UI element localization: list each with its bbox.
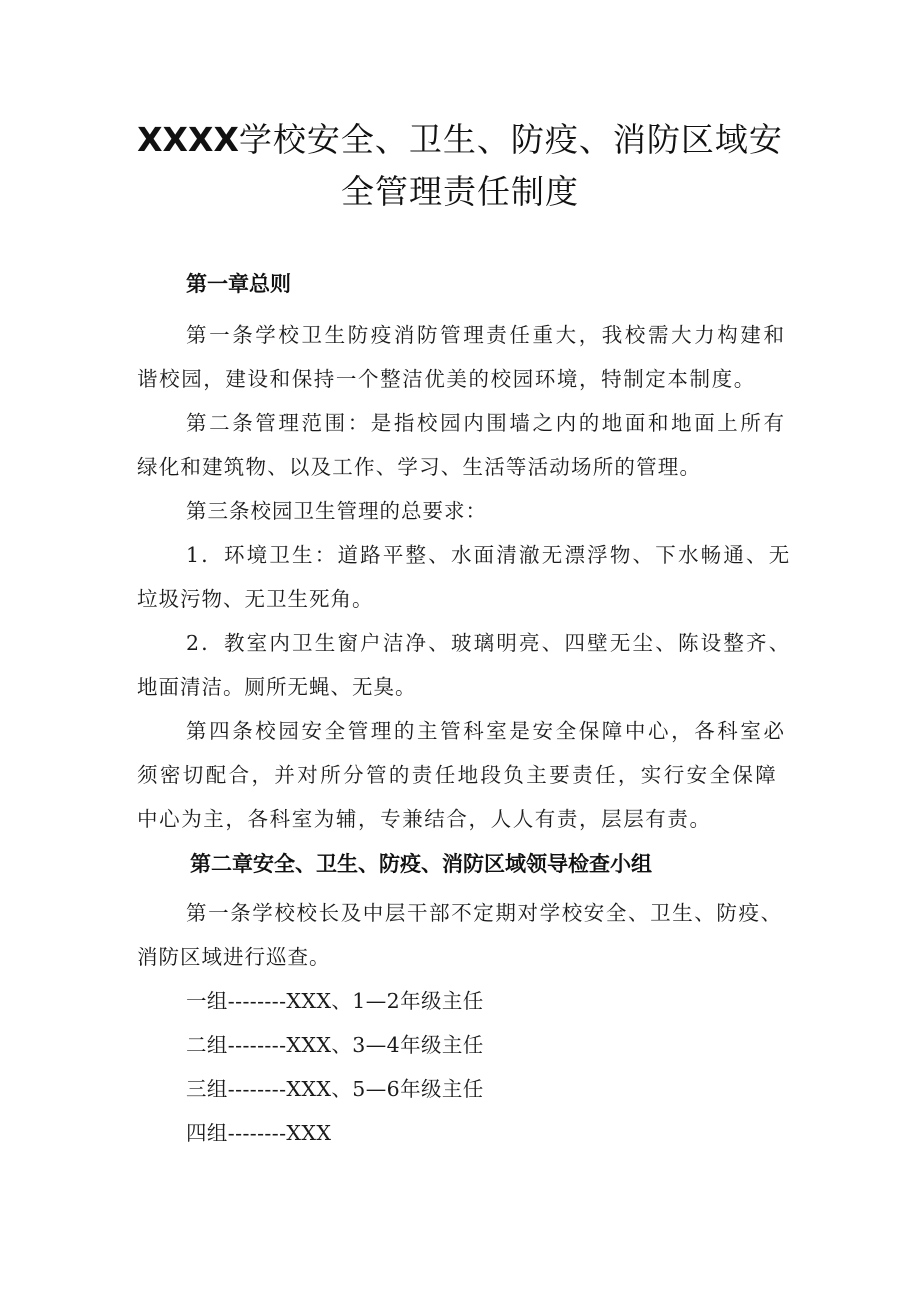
paragraph-line: 绿化和建筑物、以及工作、学习、生活等活动场所的管理。 <box>137 455 702 479</box>
paragraph-line: 第二条管理范围：是指校园内围墙之内的地面和地面上所有 <box>186 411 787 435</box>
chapter-1-heading: 第一章总则 <box>186 272 291 296</box>
paragraph-line: 消防区域进行巡查。 <box>137 945 331 969</box>
title-line-1-text: 学校安全、卫生、防疫、消防区域安 <box>238 120 783 159</box>
chapter-2-heading: 第二章安全、卫生、防疫、消防区域领导检查小组 <box>190 852 652 876</box>
paragraph-line: 第四条校园安全管理的主管科室是安全保障中心，各科室必 <box>186 719 787 743</box>
paragraph-line: 须密切配合，并对所分管的责任地段负主要责任，实行安全保障 <box>137 763 779 787</box>
group-line: 三组--------XXX、5—6年级主任 <box>186 1077 484 1101</box>
group-line: 一组--------XXX、1—2年级主任 <box>186 989 484 1013</box>
paragraph-line: 2．教室内卫生窗户洁净、玻璃明亮、四壁无尘、陈设整齐、 <box>186 631 792 655</box>
title-prefix: XXXX <box>137 120 239 159</box>
paragraph-line: 中心为主，各科室为辅，专兼结合，人人有责，层层有责。 <box>137 807 712 831</box>
group-line: 二组--------XXX、3—4年级主任 <box>186 1033 484 1057</box>
paragraph-line: 谐校园，建设和保持一个整洁优美的校园环境，特制定本制度。 <box>137 367 756 391</box>
paragraph-line: 第一条学校卫生防疫消防管理责任重大，我校需大力构建和 <box>186 323 787 347</box>
paragraph-line: 1．环境卫生：道路平整、水面清澈无漂浮物、下水畅通、无 <box>186 543 792 567</box>
document-title-line-2: 全管理责任制度 <box>341 172 579 211</box>
paragraph-line: 地面清洁。厕所无蝇、无臭。 <box>137 675 417 699</box>
document-title-line-1 <box>0 114 920 161</box>
paragraph-line: 第三条校园卫生管理的总要求： <box>186 499 487 523</box>
paragraph-line: 第一条学校校长及中层干部不定期对学校安全、卫生、防疫、 <box>186 901 783 925</box>
group-line: 四组--------XXX <box>186 1121 332 1145</box>
paragraph-line: 垃圾污物、无卫生死角。 <box>137 587 374 611</box>
